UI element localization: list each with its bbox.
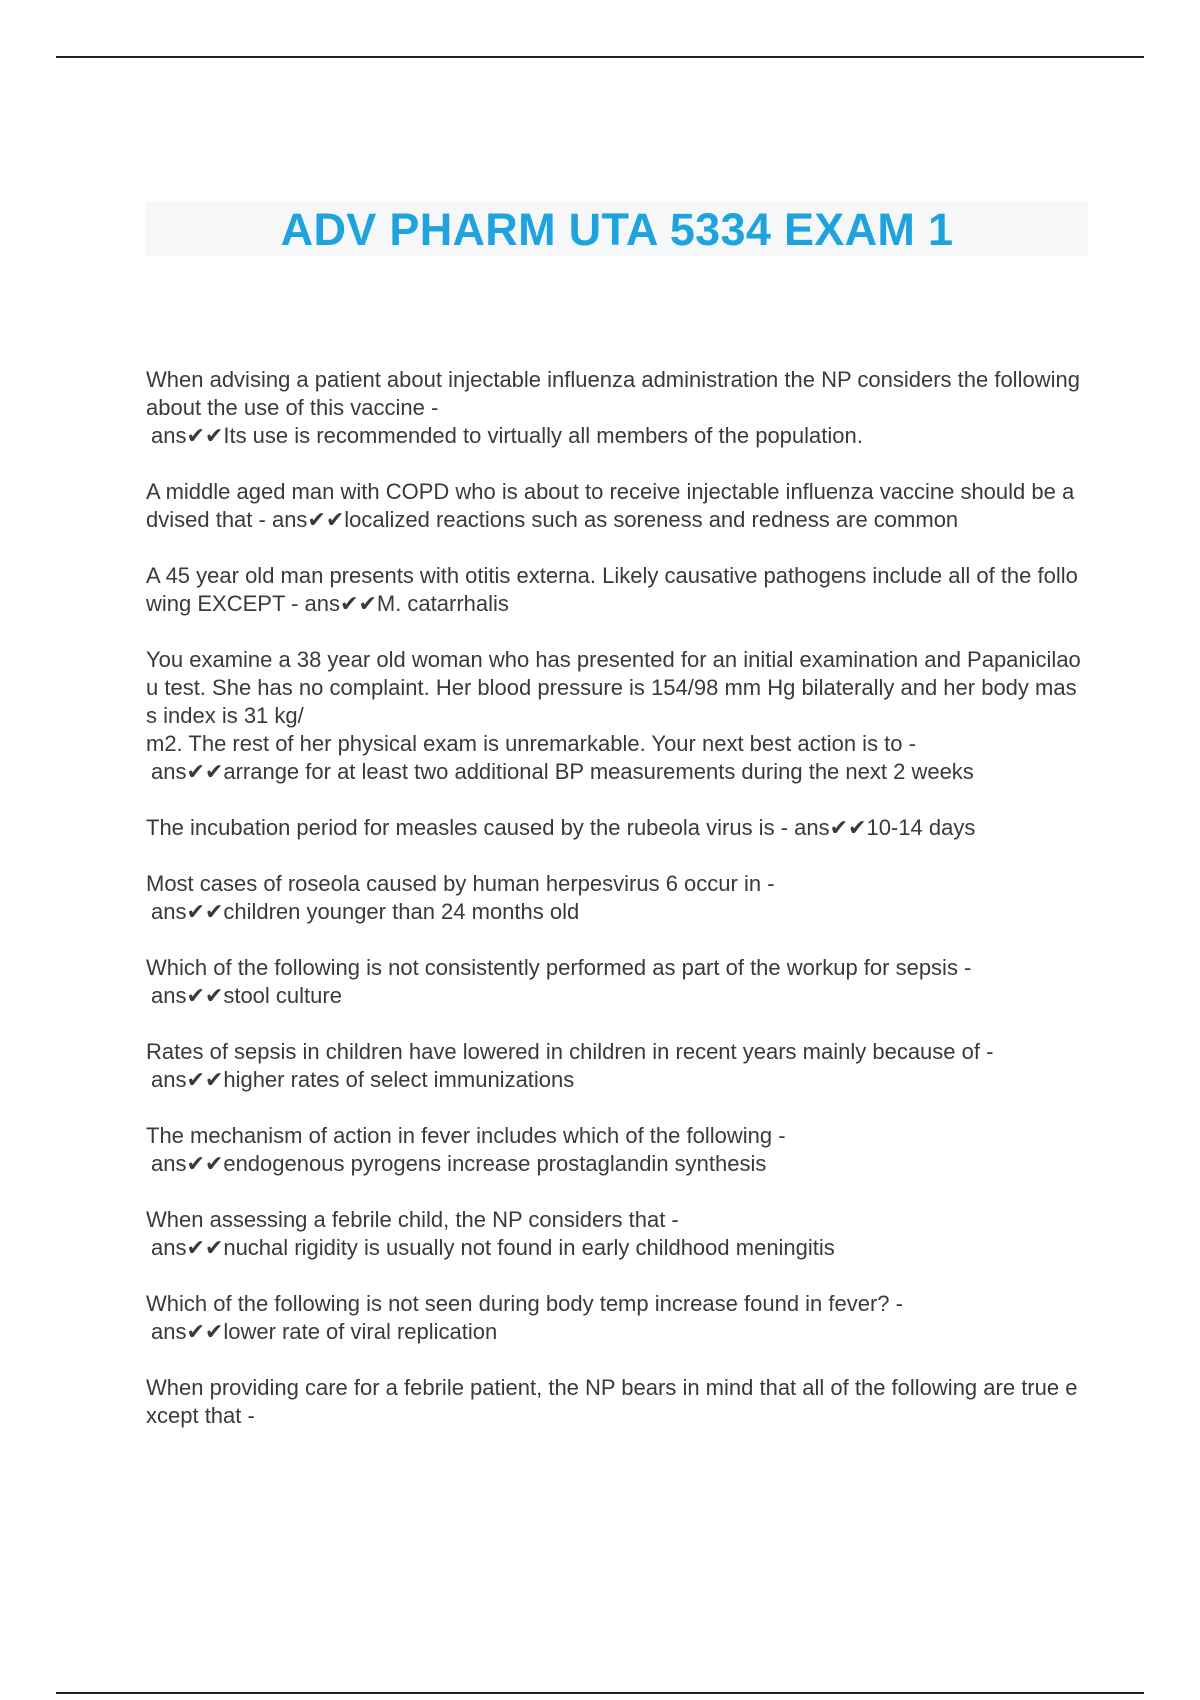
answer-text: ans✔✔children younger than 24 months old [151,899,580,924]
answer-text: ans✔✔lower rate of viral replication [151,1319,498,1344]
answer-text: ans✔✔higher rates of select immunizations [151,1067,575,1092]
question-text: The incubation period for measles caused by the rubeola virus is - [146,815,795,840]
answer-text: ans✔✔localized reactions such as soreness and redness are common [271,507,959,532]
question-text: When advising a patient about injectable influenza administration the NP considers the following about the use of this vaccine - [146,367,1080,420]
qa-item [146,646,1086,786]
answer-text: ans✔✔Its use is recommended to virtually all members of the population. [151,423,863,448]
question-text: A 45 year old man presents with otitis externa. Likely causative pathogens include all of the following EXCEPT - [146,563,1078,616]
qa-item [146,562,1086,618]
answer-text: ans✔✔endogenous pyrogens increase prostaglandin synthesis [151,1151,767,1176]
qa-item [146,954,1086,1010]
question-text: A middle aged man with COPD who is about to receive injectable influenza vaccine should be advised that - [146,479,1075,532]
qa-item [146,1206,1086,1262]
qa-item [146,1038,1086,1094]
qa-item [146,478,1086,534]
qa-item [146,366,1086,450]
question-text: Which of the following is not consistently performed as part of the workup for sepsis - [146,955,972,980]
qa-item [146,1374,1086,1430]
bottom-rule [56,1692,1144,1694]
question-text: Most cases of roseola caused by human herpesvirus 6 occur in - [146,871,775,896]
question-text: Rates of sepsis in children have lowered in children in recent years mainly because of - [146,1039,994,1064]
question-text-continued: m2. The rest of her physical exam is unremarkable. Your next best action is to - [146,731,916,756]
question-text: When assessing a febrile child, the NP considers that - [146,1207,679,1232]
question-text: Which of the following is not seen during body temp increase found in fever? - [146,1291,903,1316]
qa-item [146,814,1086,842]
top-rule [56,56,1144,58]
question-text: When providing care for a febrile patient, the NP bears in mind that all of the following are true except that - [146,1375,1078,1428]
answer-text: ans✔✔stool culture [151,983,342,1008]
question-text: You examine a 38 year old woman who has presented for an initial examination and Papanicilaou test. She has no complaint. Her blood pressure is 154/98 mm Hg bilaterally and her body mass index is 31 kg/ [146,647,1081,728]
qa-item [146,870,1086,926]
title-band [146,202,1088,256]
answer-text: ans✔✔10-14 days [794,815,976,840]
qa-item [146,1122,1086,1178]
qa-item [146,1290,1086,1346]
question-text: The mechanism of action in fever includes which of the following - [146,1123,786,1148]
document-title: ADV PHARM UTA 5334 EXAM 1 [280,203,954,255]
qa-list [146,366,1086,1458]
answer-text: ans✔✔nuchal rigidity is usually not found in early childhood meningitis [151,1235,835,1260]
answer-text: ans✔✔arrange for at least two additional BP measurements during the next 2 weeks [151,759,974,784]
answer-text: ans✔✔M. catarrhalis [304,591,509,616]
